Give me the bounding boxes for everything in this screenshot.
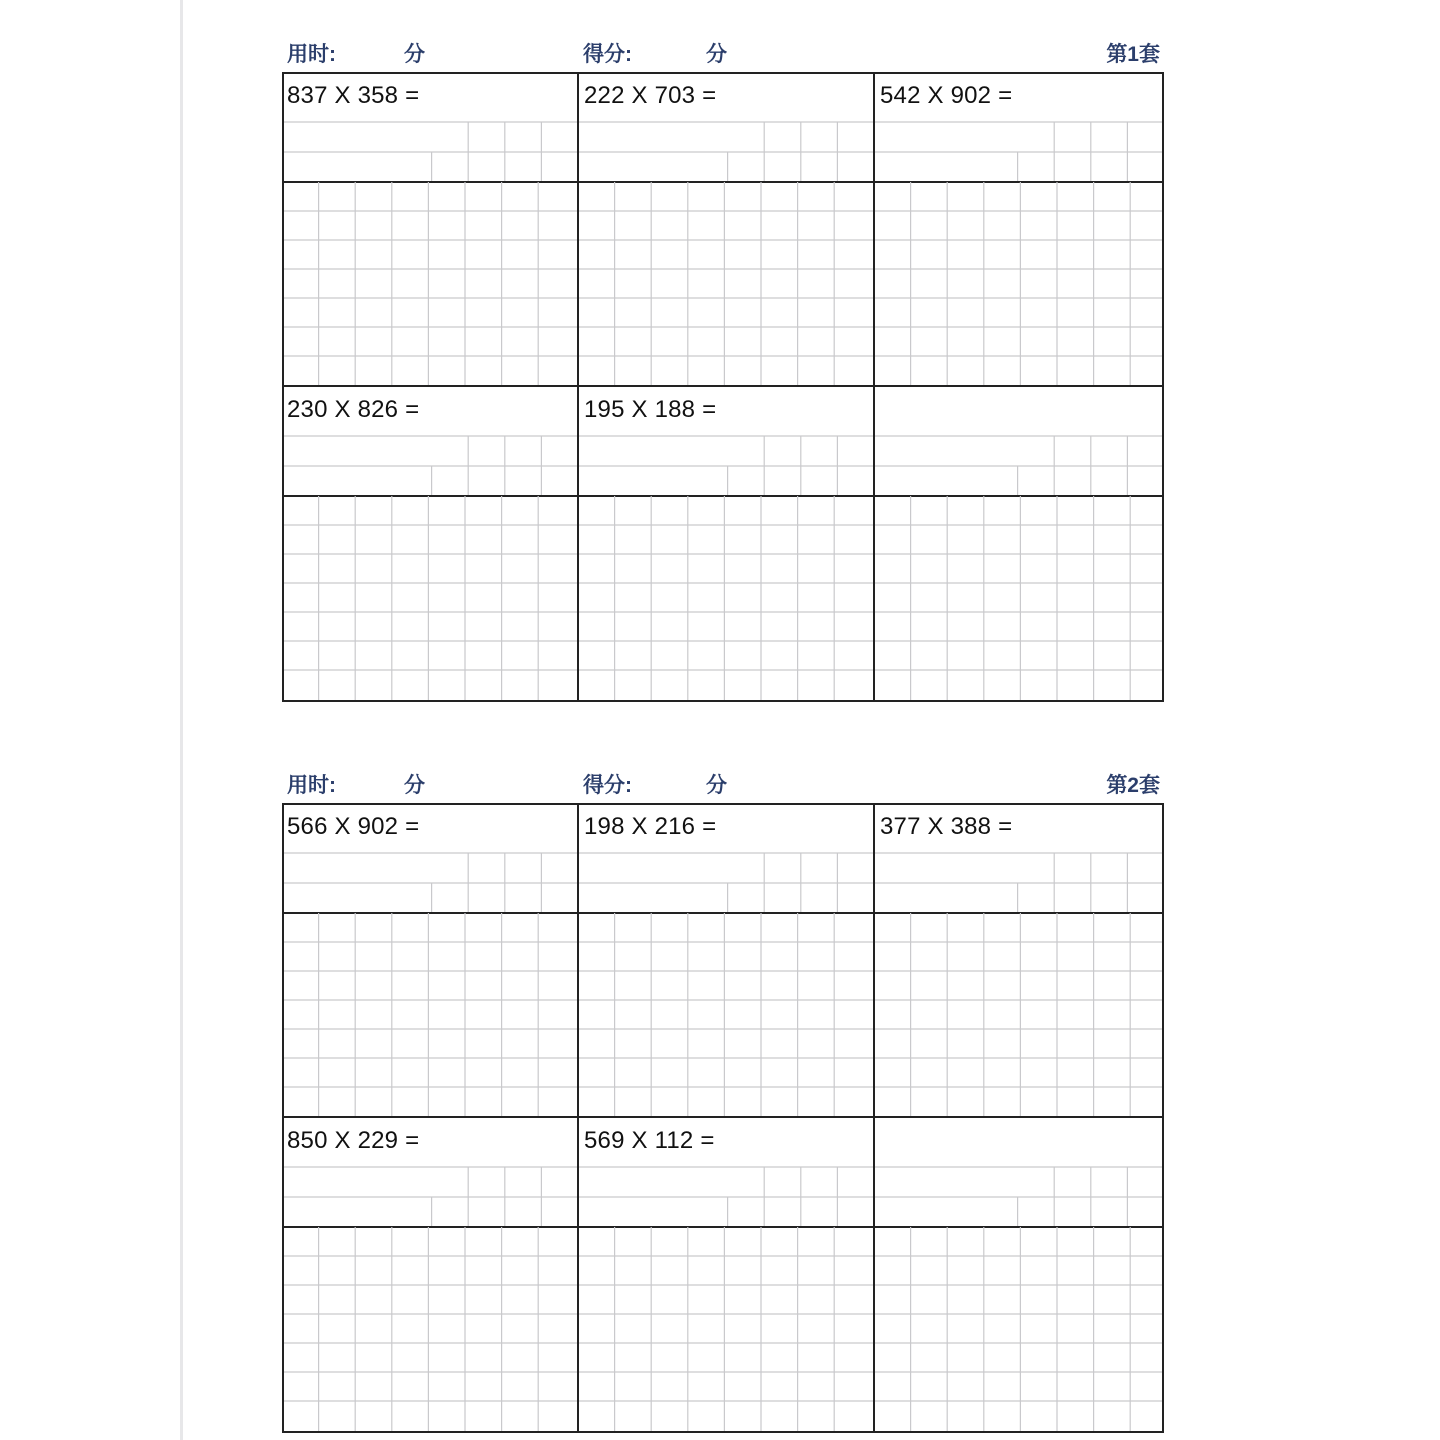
time-unit: 分	[404, 43, 425, 66]
problem-grid	[282, 72, 1164, 702]
problem-3: 542 X 902 =	[880, 82, 1013, 109]
time-label: 用时:	[287, 774, 336, 797]
set-number: 第2套	[1106, 774, 1160, 797]
problem-1: 837 X 358 =	[287, 82, 420, 109]
problem-5: 195 X 188 =	[584, 396, 717, 423]
score-label: 得分:	[583, 43, 632, 66]
grid-lines	[282, 72, 1164, 702]
time-label: 用时:	[287, 43, 336, 66]
problem-4: 230 X 826 =	[287, 396, 420, 423]
score-unit: 分	[706, 43, 727, 66]
set-number: 第1套	[1106, 43, 1160, 66]
score-label: 得分:	[583, 774, 632, 797]
sheet-header	[282, 765, 1164, 799]
problem-3: 377 X 388 =	[880, 813, 1013, 840]
problem-2: 222 X 703 =	[584, 82, 717, 109]
problem-4: 850 X 229 =	[287, 1127, 420, 1154]
problem-5: 569 X 112 =	[584, 1127, 715, 1154]
problem-2: 198 X 216 =	[584, 813, 717, 840]
page-left-margin	[0, 0, 183, 1440]
grid-lines	[282, 803, 1164, 1433]
sheet-header	[282, 34, 1164, 68]
time-unit: 分	[404, 774, 425, 797]
problem-grid	[282, 803, 1164, 1433]
score-unit: 分	[706, 774, 727, 797]
problem-1: 566 X 902 =	[287, 813, 420, 840]
